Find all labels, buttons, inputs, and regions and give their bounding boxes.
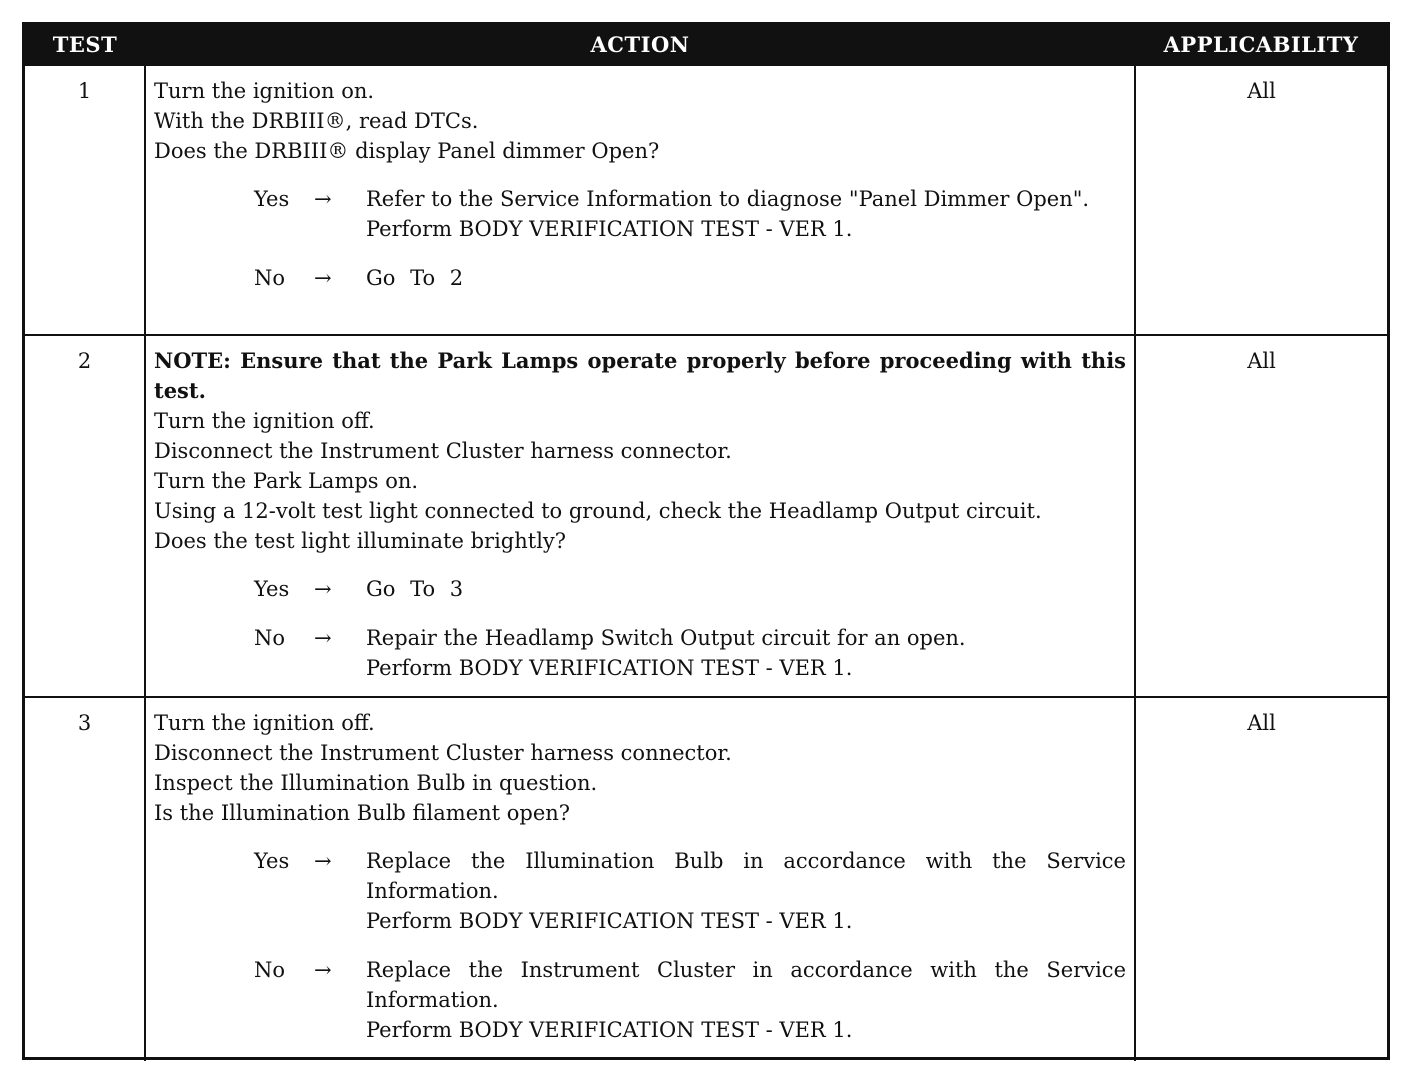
arrow-icon: →: [314, 957, 332, 982]
answer-line: Perform BODY VERIFICATION TEST - VER 1.: [366, 655, 853, 680]
arrow-icon: →: [314, 187, 332, 211]
test-number: 2: [25, 335, 145, 697]
arrow-icon: →: [314, 576, 332, 601]
step-text: With the DRBIII®, read DTCs.: [154, 109, 479, 133]
header-applicability: APPLICABILITY: [1135, 25, 1387, 65]
answer-line: Perform BODY VERIFICATION TEST - VER 1.: [366, 1017, 853, 1042]
answer-key: Yes: [254, 187, 290, 211]
step-text: Turn the ignition off.: [154, 710, 375, 735]
step-text: Turn the ignition off.: [154, 408, 375, 433]
answer-list: [154, 846, 1126, 1045]
test-number: 1: [25, 65, 145, 335]
step-text: Is the Illumination Bulb filament open?: [154, 800, 571, 825]
step-text: Disconnect the Instrument Cluster harness connector.: [154, 740, 732, 765]
arrow-icon: →: [314, 625, 332, 650]
answer-key: No: [254, 266, 286, 290]
answer-line: Refer to the Service Information to diagnose "Panel Dimmer Open".: [366, 187, 1090, 211]
answer-list: [154, 184, 1126, 293]
answer-body: [366, 184, 1126, 244]
step-text: Disconnect the Instrument Cluster harness connector.: [154, 438, 732, 463]
answer-line: Replace the Illumination Bulb in accordance with the Service Information.: [366, 848, 1126, 903]
note-text: NOTE: Ensure that the Park Lamps operate properly before proceeding with this test.: [154, 347, 1126, 403]
answer-line: Perform BODY VERIFICATION TEST - VER 1.: [366, 908, 853, 933]
answer-key: No: [254, 957, 286, 982]
step-text: Using a 12-volt test light connected to ground, check the Headlamp Output circuit.: [154, 498, 1042, 523]
answer-line: Perform BODY VERIFICATION TEST - VER 1.: [366, 217, 853, 241]
answer-body: [366, 574, 1126, 604]
answer-line: Repair the Headlamp Switch Output circuit for an open.: [366, 625, 966, 650]
answer-line: Go To 2: [366, 266, 464, 290]
header-action: ACTION: [145, 25, 1135, 65]
test-number: 3: [25, 697, 145, 1061]
action-cell: [145, 697, 1135, 1061]
table-row: [25, 335, 1387, 697]
step-text: Does the DRBIII® display Panel dimmer Open?: [154, 139, 660, 163]
diagnostic-test-table: [22, 22, 1390, 1060]
applicability: All: [1135, 335, 1387, 697]
answer-no: [254, 955, 1126, 1045]
test-table: [25, 25, 1387, 1061]
answer-key: Yes: [254, 848, 290, 873]
answer-yes: [254, 846, 1126, 936]
step-text: Turn the ignition on.: [154, 79, 375, 103]
step-text: Does the test light illuminate brightly?: [154, 528, 567, 553]
action-cell: [145, 335, 1135, 697]
applicability: All: [1135, 697, 1387, 1061]
arrow-icon: →: [314, 266, 332, 290]
answer-yes: [254, 184, 1126, 244]
header-test: TEST: [25, 25, 145, 65]
answer-yes: [254, 574, 1126, 604]
step-text: Turn the Park Lamps on.: [154, 468, 419, 493]
answer-key: No: [254, 625, 286, 650]
answer-key: Yes: [254, 576, 290, 601]
action-cell: [145, 65, 1135, 335]
answer-no: [254, 263, 1126, 293]
arrow-icon: →: [314, 848, 332, 873]
answer-line: Replace the Instrument Cluster in accordance with the Service Information.: [366, 957, 1126, 1012]
answer-no: [254, 623, 1126, 683]
answer-body: [366, 623, 1126, 683]
answer-line: Go To 3: [366, 576, 464, 601]
answer-body: [366, 846, 1126, 936]
table-row: [25, 65, 1387, 335]
step-text: Inspect the Illumination Bulb in question.: [154, 770, 598, 795]
answer-list: [154, 574, 1126, 683]
answer-body: [366, 955, 1126, 1045]
table-row: [25, 697, 1387, 1061]
answer-body: [366, 263, 1126, 293]
applicability: All: [1135, 65, 1387, 335]
table-header-row: [25, 25, 1387, 65]
